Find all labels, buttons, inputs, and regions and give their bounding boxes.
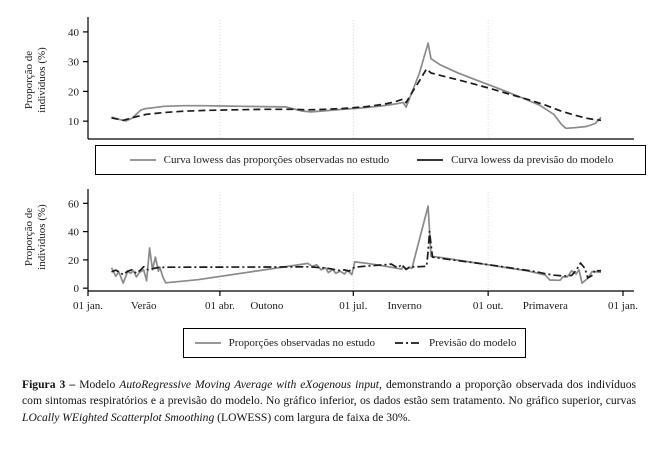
top-legend-label-observed: Curva lowess das proporções observadas no estudo [163,154,390,166]
bottom-legend-item-model [393,337,516,349]
y-tick-label: 20 [68,86,79,99]
figure-caption [22,377,636,427]
season-label: Inverno [387,300,422,312]
top-legend [95,145,646,175]
x-tick-label: 01 out. [472,300,504,312]
top-legend-item-observed [128,154,389,166]
bottom-chart [0,178,657,323]
y-tick-label: 40 [68,226,79,239]
bottom-legend-label-model: Previsão do modelo [428,337,517,349]
bottom-legend-item-observed [193,337,375,349]
y-tick-label: 20 [68,254,79,267]
caption-segment: LOcally WEighted Scatterplot Smoothing [22,410,215,424]
series-line-model [112,232,602,278]
caption-segment: (LOWESS) com largura de faixa de 30%. [214,410,411,424]
bottom-legend-label-observed: Proporções observadas no estudo [228,337,375,349]
y-tick-label: 40 [68,26,79,39]
season-label: Outono [250,300,284,312]
x-tick-label: 01 abr. [204,300,235,312]
x-tick-label: 01 jan. [73,300,103,312]
top-chart [0,0,657,145]
series-line-model [112,69,602,121]
top-y-axis-label-line1: Proporção de [23,50,35,110]
bottom-y-axis-label-line2: indivíduos (%) [36,204,48,270]
model-line-sample-icon [393,339,423,347]
x-tick-label: 01 jan. [608,300,638,312]
caption-segment: , demonstrando a proporção observada dos indivíduos com sintomas respiratórios e a previsão do modelo. No gráfico inferior, os dados estão sem tratamento. No gráfico superior, curvas [22,377,636,408]
caption-segment: Figura 3 – [22,377,80,391]
observed-line-sample-icon [128,156,158,164]
model-line-sample-icon [415,156,445,164]
series-line-observed [112,206,602,283]
y-tick-label: 60 [68,198,79,211]
y-tick-label: 30 [68,56,79,69]
x-tick-label: 01 jul. [339,300,368,312]
top-legend-label-model: Curva lowess da previsão do modelo [451,154,614,166]
top-legend-item-model [415,154,613,166]
y-tick-label: 10 [68,116,79,129]
top-y-axis-label-line2: indivíduos (%) [36,47,48,113]
caption-segment: AutoRegressive Moving Average with eXogenous input [119,377,380,391]
series-line-observed [112,43,602,128]
observed-line-sample-icon [193,339,223,347]
bottom-legend [183,328,526,358]
season-label: Verão [130,300,157,312]
caption-segment: Modelo [79,377,120,391]
bottom-y-axis-label-line1: Proporção de [23,207,35,267]
season-label: Primavera [522,300,568,312]
y-tick-label: 0 [73,283,79,296]
